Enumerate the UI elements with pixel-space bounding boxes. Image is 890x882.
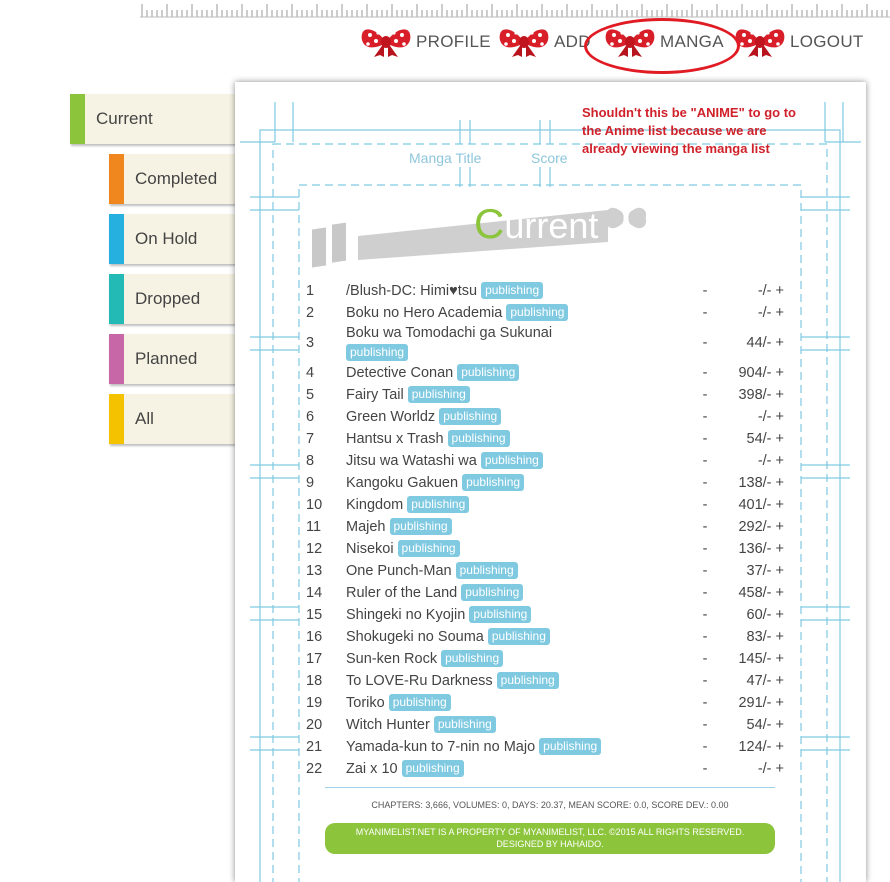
banner-text — [474, 200, 598, 247]
list-item[interactable] — [298, 538, 808, 560]
entry-title[interactable]: Detective Conan — [346, 364, 454, 381]
entry-separator: - — [702, 334, 708, 351]
footer-designer: DESIGNED BY HAHAIDO. — [496, 839, 604, 849]
tab-completed-label: Completed — [135, 169, 218, 188]
list-item[interactable] — [298, 280, 808, 302]
list-item[interactable] — [298, 406, 808, 428]
entry-number: 1 — [306, 282, 315, 299]
entry-separator: - — [702, 606, 708, 623]
entry-title[interactable]: To LOVE-Ru Darkness — [346, 672, 493, 689]
entry-number: 17 — [306, 650, 323, 667]
entry-title[interactable]: Hantsu x Trash — [346, 430, 444, 447]
tab-completed[interactable] — [109, 154, 240, 204]
entry-number: 13 — [306, 562, 323, 579]
entry-title[interactable]: Boku wa Tomodachi ga Sukunai — [346, 325, 553, 341]
bow-icon — [360, 26, 412, 58]
status-badge: publishing — [408, 386, 470, 403]
tab-dropped-label: Dropped — [135, 289, 201, 308]
footer-copyright: MYANIMELIST.NET IS A PROPERTY OF MYANIMELIST, LLC. ©2015 ALL RIGHTS RESERVED. — [355, 827, 745, 837]
entry-number: 6 — [306, 408, 315, 425]
entry-progress[interactable]: 44/- + — [746, 334, 784, 351]
entry-title[interactable]: Green Worldz — [346, 408, 436, 425]
list-item[interactable] — [298, 582, 808, 604]
nav-profile-label: PROFILE — [416, 32, 491, 51]
entry-title[interactable]: Zai x 10 — [346, 760, 398, 777]
entry-title-cell — [346, 518, 696, 537]
entry-separator: - — [702, 650, 708, 667]
tab-planned[interactable] — [109, 334, 240, 384]
entry-number: 18 — [306, 672, 323, 689]
entry-progress[interactable]: 291/- + — [738, 694, 784, 711]
manga-list — [298, 280, 808, 780]
entry-title[interactable]: Fairy Tail — [346, 386, 404, 403]
nav-add[interactable] — [498, 26, 591, 58]
status-badge: publishing — [390, 518, 452, 535]
entry-separator: - — [702, 738, 708, 755]
entry-number: 2 — [306, 304, 315, 321]
list-item[interactable] — [298, 384, 808, 406]
entry-number: 21 — [306, 738, 323, 755]
list-item[interactable] — [298, 324, 808, 362]
status-badge: publishing — [346, 344, 408, 361]
entry-title-cell — [346, 324, 696, 362]
entry-title-cell — [346, 304, 696, 323]
status-badge: publishing — [456, 562, 518, 579]
tab-color-bar — [109, 214, 124, 264]
status-badge: publishing — [461, 584, 523, 601]
list-item[interactable] — [298, 516, 808, 538]
entry-progress[interactable]: 138/- + — [738, 474, 784, 491]
annotation-note: Shouldn't this be "ANIME" to go to the Anime list because we are already viewing the manga list — [582, 105, 796, 156]
entry-progress[interactable]: 136/- + — [738, 540, 784, 557]
list-item[interactable] — [298, 758, 808, 780]
entry-title[interactable]: Witch Hunter — [346, 716, 430, 733]
status-badge: publishing — [481, 452, 543, 469]
entry-progress[interactable]: 401/- + — [738, 496, 784, 513]
tab-all[interactable] — [109, 394, 240, 444]
entry-separator: - — [702, 430, 708, 447]
entry-separator: - — [702, 282, 708, 299]
entry-number: 14 — [306, 584, 323, 601]
banner-initial: C — [474, 200, 505, 247]
list-item[interactable] — [298, 714, 808, 736]
entry-progress[interactable]: 54/- + — [746, 430, 784, 447]
ruler — [140, 0, 890, 20]
entry-separator: - — [702, 694, 708, 711]
entry-number: 22 — [306, 760, 323, 777]
status-badge: publishing — [448, 430, 510, 447]
bow-icon — [498, 26, 550, 58]
entry-progress[interactable]: 47/- + — [746, 672, 784, 689]
entry-title[interactable]: Kingdom — [346, 496, 404, 513]
entry-separator: - — [702, 496, 708, 513]
entry-title-cell — [346, 474, 696, 493]
tab-on-hold[interactable] — [109, 214, 240, 264]
entry-number: 16 — [306, 628, 323, 645]
status-badge: publishing — [434, 716, 496, 733]
entry-title[interactable]: Majeh — [346, 518, 386, 535]
entry-title[interactable]: /Blush-DC: Himi♥tsu — [346, 282, 478, 299]
column-header-title: Manga Title — [409, 150, 482, 166]
entry-number: 9 — [306, 474, 315, 491]
nav-add-label: ADD — [554, 32, 591, 51]
list-item[interactable] — [298, 302, 808, 324]
entry-title[interactable]: Toriko — [346, 694, 385, 711]
entry-separator: - — [702, 672, 708, 689]
entry-title[interactable]: Jitsu wa Watashi wa — [346, 452, 477, 469]
status-badge: publishing — [441, 650, 503, 667]
status-badge: publishing — [402, 760, 464, 777]
entry-title-cell — [346, 760, 696, 779]
entry-title-cell — [346, 650, 696, 669]
tab-all-label: All — [135, 409, 154, 428]
entry-title-cell — [346, 282, 696, 301]
stats-divider — [325, 787, 775, 788]
entry-title-cell — [346, 672, 696, 691]
entry-number: 7 — [306, 430, 315, 447]
entry-progress[interactable]: -/- + — [757, 282, 784, 299]
entry-separator: - — [702, 408, 708, 425]
entry-progress[interactable]: 904/- + — [738, 364, 784, 381]
entry-title-cell — [346, 364, 696, 383]
status-badge: publishing — [488, 628, 550, 645]
entry-number: 15 — [306, 606, 323, 623]
status-badge: publishing — [407, 496, 469, 513]
entry-number: 20 — [306, 716, 323, 733]
entry-title-cell — [346, 430, 696, 449]
entry-title[interactable]: Shokugeki no Souma — [346, 628, 484, 645]
status-badge: publishing — [506, 304, 568, 321]
top-nav — [0, 22, 890, 62]
entry-number: 5 — [306, 386, 315, 403]
list-item[interactable] — [298, 648, 808, 670]
entry-progress[interactable]: -/- + — [757, 408, 784, 425]
entry-separator: - — [702, 364, 708, 381]
entry-title-cell — [346, 452, 696, 471]
tab-planned-label: Planned — [135, 349, 198, 368]
entry-progress[interactable]: -/- + — [757, 760, 784, 777]
nav-profile[interactable] — [360, 26, 491, 58]
status-badge: publishing — [539, 738, 601, 755]
entry-progress[interactable]: -/- + — [757, 452, 784, 469]
entry-title-cell — [346, 628, 696, 647]
entry-progress[interactable]: 398/- + — [738, 386, 784, 403]
tab-color-bar — [109, 334, 124, 384]
list-item[interactable] — [298, 626, 808, 648]
list-item[interactable] — [298, 472, 808, 494]
entry-progress[interactable]: 124/- + — [738, 738, 784, 755]
list-item[interactable] — [298, 670, 808, 692]
current-banner — [308, 196, 648, 276]
entry-title[interactable]: Kangoku Gakuen — [346, 474, 459, 491]
nav-logout-label: LOGOUT — [790, 32, 864, 51]
entry-title-cell — [346, 496, 696, 515]
tab-current-label: Current — [96, 109, 153, 128]
entry-title[interactable]: Nisekoi — [346, 540, 394, 557]
entry-progress[interactable]: -/- + — [757, 304, 784, 321]
list-item[interactable] — [298, 560, 808, 582]
list-item[interactable] — [298, 428, 808, 450]
column-header-score: Score — [531, 150, 568, 166]
entry-number: 12 — [306, 540, 323, 557]
tab-on-hold-label: On Hold — [135, 229, 198, 248]
status-badge: publishing — [462, 474, 524, 491]
entry-title[interactable]: Boku no Hero Academia — [346, 304, 503, 321]
status-badge: publishing — [439, 408, 501, 425]
entry-separator: - — [702, 518, 708, 535]
entry-title-cell — [346, 694, 696, 713]
entry-title-cell — [346, 386, 696, 405]
entry-number: 11 — [306, 518, 322, 535]
list-item[interactable] — [298, 494, 808, 516]
entry-separator: - — [702, 474, 708, 491]
list-item[interactable] — [298, 362, 808, 384]
entry-number: 8 — [306, 452, 315, 469]
tab-color-bar — [70, 94, 85, 144]
status-badge: publishing — [398, 540, 460, 557]
entry-progress[interactable]: 60/- + — [746, 606, 784, 623]
bow-icon — [734, 26, 786, 58]
footer-banner — [325, 823, 775, 854]
entry-separator: - — [702, 452, 708, 469]
entry-progress[interactable]: 292/- + — [738, 518, 784, 535]
list-item[interactable] — [298, 692, 808, 714]
entry-progress[interactable]: 458/- + — [738, 584, 784, 601]
status-badge: publishing — [481, 282, 543, 299]
entry-title-cell — [346, 584, 696, 603]
tab-color-bar — [109, 154, 124, 204]
annotation-circle — [584, 18, 740, 74]
status-badge: publishing — [389, 694, 451, 711]
entry-title-cell — [346, 540, 696, 559]
entry-separator: - — [702, 540, 708, 557]
entry-title[interactable]: One Punch-Man — [346, 562, 452, 579]
entry-number: 4 — [306, 364, 315, 381]
entry-separator: - — [702, 716, 708, 733]
entry-progress[interactable]: 54/- + — [746, 716, 784, 733]
status-badge: publishing — [457, 364, 519, 381]
list-item[interactable] — [298, 450, 808, 472]
status-badge: publishing — [497, 672, 559, 689]
list-item[interactable] — [298, 736, 808, 758]
entry-progress[interactable]: 83/- + — [746, 628, 784, 645]
entry-title-cell — [346, 606, 696, 625]
entry-title[interactable]: Ruler of the Land — [346, 584, 458, 601]
entry-title-cell — [346, 408, 696, 427]
entry-progress[interactable]: 37/- + — [746, 562, 784, 579]
stats-summary: CHAPTERS: 3,666, VOLUMES: 0, DAYS: 20.37, MEAN SCORE: 0.0, SCORE DEV.: 0.00 — [371, 800, 729, 810]
entry-number: 3 — [306, 334, 315, 351]
entry-separator: - — [702, 386, 708, 403]
entry-separator: - — [702, 760, 708, 777]
entry-title[interactable]: Shingeki no Kyojin — [346, 606, 466, 623]
entry-progress[interactable]: 145/- + — [738, 650, 784, 667]
list-item[interactable] — [298, 604, 808, 626]
banner-rest: urrent — [504, 205, 599, 246]
tab-color-bar — [109, 394, 124, 444]
entry-separator: - — [702, 304, 708, 321]
entry-title-cell — [346, 716, 696, 735]
entry-title-cell — [346, 738, 696, 757]
entry-number: 19 — [306, 694, 323, 711]
entry-separator: - — [702, 584, 708, 601]
status-badge: publishing — [469, 606, 531, 623]
entry-title[interactable]: Sun-ken Rock — [346, 650, 438, 667]
entry-title[interactable]: Yamada-kun to 7-nin no Majo — [346, 738, 536, 755]
entry-separator: - — [702, 562, 708, 579]
entry-number: 10 — [306, 496, 323, 513]
entry-separator: - — [702, 628, 708, 645]
tab-current[interactable] — [70, 94, 240, 144]
nav-logout[interactable] — [734, 26, 864, 58]
entry-title-cell — [346, 562, 696, 581]
tab-dropped[interactable] — [109, 274, 240, 324]
nav-manga-label: MANGA — [660, 32, 724, 51]
tab-color-bar — [109, 274, 124, 324]
